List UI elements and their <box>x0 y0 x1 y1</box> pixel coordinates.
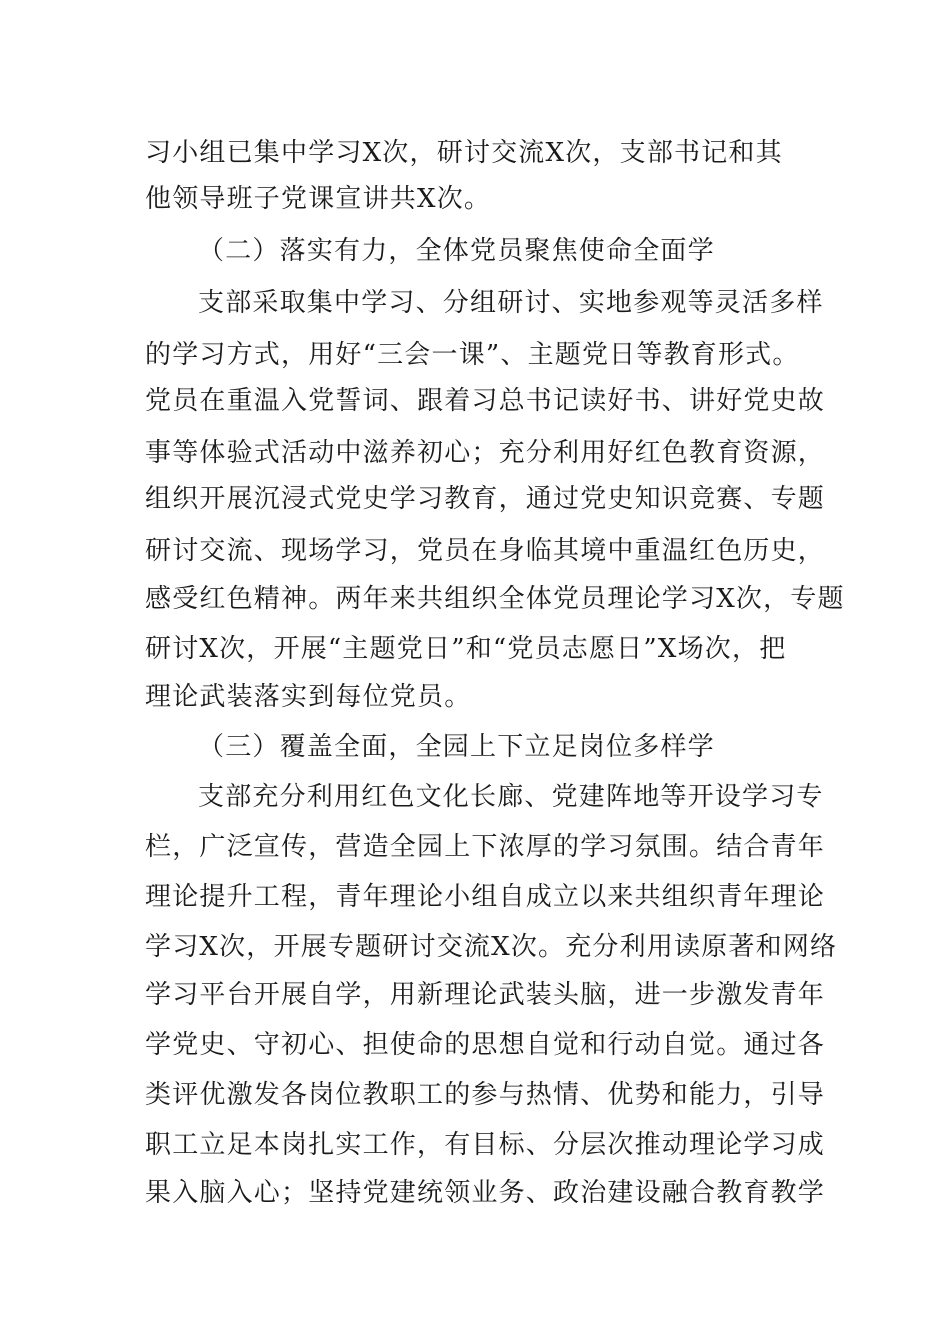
section-heading-3: （三）覆盖全面，全园上下立足岗位多样学 <box>198 732 715 762</box>
text-line: 类评优激发各岗位教职工的参与热情、优势和能力，引导 <box>145 1080 826 1110</box>
text-line: 职工立足本岗扎实工作，有目标、分层次推动理论学习成 <box>145 1130 826 1160</box>
text-line: 他领导班子党课宣讲共X次。 <box>145 184 492 214</box>
text-line: 学习X次，开展专题研讨交流X次。充分利用读原著和网络 <box>145 932 838 962</box>
text-line: 的学习方式，用好“三会一课”、主题党日等教育形式。 <box>145 340 800 370</box>
text-line: 研讨X次，开展“主题党日”和“党员志愿日”X场次，把 <box>145 634 787 664</box>
text-line: 果入脑入心；坚持党建统领业务、政治建设融合教育教学 <box>145 1178 826 1208</box>
text-line: 理论武装落实到每位党员。 <box>145 682 472 712</box>
text-line: 事等体验式活动中滋养初心；充分利用好红色教育资源， <box>145 438 826 468</box>
text-line: 习小组已集中学习X次，研讨交流X次，支部书记和其 <box>145 138 783 168</box>
text-line: 学习平台开展自学，用新理论武装头脑，进一步激发青年 <box>145 980 826 1010</box>
text-line: 学党史、守初心、担使命的思想自觉和行动自觉。通过各 <box>145 1030 826 1060</box>
paragraph-first-line: 支部充分利用红色文化长廊、党建阵地等开设学习专 <box>198 782 824 812</box>
paragraph-first-line: 支部采取集中学习、分组研讨、实地参观等灵活多样 <box>198 288 824 318</box>
text-line: 研讨交流、现场学习，党员在身临其境中重温红色历史， <box>145 536 826 566</box>
text-line: 感受红色精神。两年来共组织全体党员理论学习X次，专题 <box>145 584 845 614</box>
text-line: 理论提升工程，青年理论小组自成立以来共组织青年理论 <box>145 882 826 912</box>
text-line: 栏，广泛宣传，营造全园上下浓厚的学习氛围。结合青年 <box>145 832 826 862</box>
text-line: 党员在重温入党誓词、跟着习总书记读好书、讲好党史故 <box>145 386 826 416</box>
text-line: 组织开展沉浸式党史学习教育，通过党史知识竞赛、专题 <box>145 484 826 514</box>
section-heading-2: （二）落实有力，全体党员聚焦使命全面学 <box>198 236 715 266</box>
